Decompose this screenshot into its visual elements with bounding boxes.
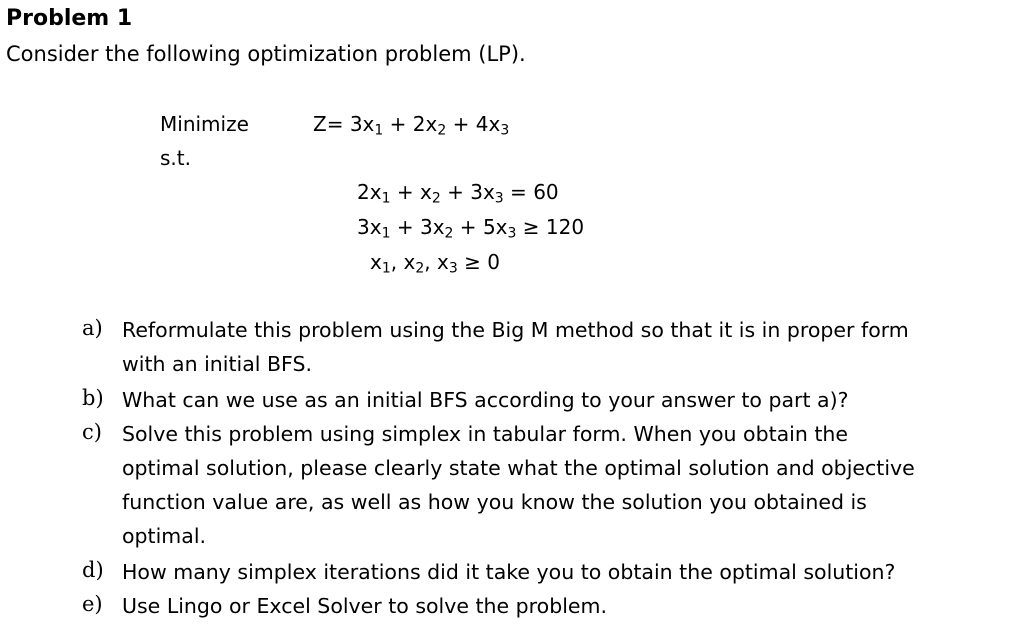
variable-term: $4x_3$	[475, 112, 510, 139]
question-c-text	[122, 417, 915, 553]
minimize-label: Minimize	[160, 112, 249, 136]
constraint-1-rhs: 60	[533, 180, 559, 204]
variable-term: $3x_1$	[349, 112, 384, 139]
question-a-marker: a)	[82, 316, 103, 340]
nonnegativity-lhs	[370, 250, 458, 277]
problem-intro: Consider the following optimization problem (LP).	[6, 42, 526, 66]
question-d-marker: d)	[82, 558, 104, 582]
question-c-marker: c)	[82, 420, 102, 444]
nonnegativity-relation: ≥	[457, 250, 488, 274]
variable-subscript: 2	[431, 190, 441, 207]
variable-subscript: 3	[500, 122, 510, 139]
variable-subscript: 1	[381, 190, 391, 207]
constraint-2-rhs: 120	[545, 215, 585, 239]
variable-subscript: 2	[437, 122, 447, 139]
operator: +	[453, 215, 483, 239]
variable-term: $x_3$	[436, 250, 458, 277]
operator: +	[383, 112, 413, 136]
question-d-text	[122, 555, 895, 589]
objective-lhs: Z=	[313, 112, 344, 136]
operator: +	[446, 112, 476, 136]
question-a-line: with an initial BFS.	[122, 352, 312, 376]
constraint-2-lhs	[357, 215, 517, 242]
objective-function	[313, 112, 510, 139]
operator: +	[440, 180, 471, 204]
nonnegativity-rhs: 0	[487, 250, 500, 274]
question-e-text	[122, 589, 607, 623]
constraint-2-relation: ≥	[516, 215, 546, 239]
question-c-line: Solve this problem using simplex in tabular form. When you obtain the	[122, 422, 849, 446]
st-label: s.t.	[160, 146, 191, 170]
variable-subscript: 2	[444, 225, 454, 242]
nonnegativity-constraint	[370, 250, 500, 277]
constraint-1-relation: =	[503, 180, 534, 204]
question-b-text	[122, 383, 848, 417]
variable-term: $x_2$	[403, 250, 425, 277]
question-e-line: Use Lingo or Excel Solver to solve the problem.	[122, 594, 608, 618]
variable-term: $5x_3$	[482, 215, 517, 242]
constraint-2	[357, 215, 585, 242]
operator: ,	[424, 250, 437, 274]
variable-term: $2x_1$	[357, 180, 391, 207]
variable-subscript: 1	[381, 260, 391, 277]
variable-subscript: 3	[507, 225, 517, 242]
variable-subscript: 1	[374, 122, 384, 139]
question-c-line: optimal.	[122, 524, 207, 548]
question-b-marker: b)	[82, 386, 104, 410]
question-b-line: What can we use as an initial BFS according to your answer to part a)?	[122, 388, 849, 412]
variable-term: $x_1$	[370, 250, 391, 277]
operator: +	[390, 180, 420, 204]
question-a-text	[122, 313, 909, 381]
question-c-line: optimal solution, please clearly state what the optimal solution and objective	[122, 456, 915, 480]
variable-term: $3x_2$	[419, 215, 454, 242]
constraint-1-lhs	[357, 180, 504, 207]
variable-subscript: 3	[494, 190, 504, 207]
objective-terms	[349, 112, 510, 139]
question-e-marker: e)	[82, 592, 103, 616]
problem-title: Problem 1	[6, 6, 133, 31]
constraint-1	[357, 180, 559, 207]
question-a-line: Reformulate this problem using the Big M method so that it is in proper form	[122, 318, 909, 342]
question-c-line: function value are, as well as how you know the solution you obtained is	[122, 490, 867, 514]
variable-term: $3x_1$	[357, 215, 391, 242]
variable-subscript: 1	[381, 225, 391, 242]
variable-term: $x_2$	[419, 180, 441, 207]
variable-subscript: 2	[415, 260, 425, 277]
question-d-line: How many simplex iterations did it take you to obtain the optimal solution?	[122, 560, 896, 584]
operator: +	[390, 215, 420, 239]
operator: ,	[390, 250, 404, 274]
variable-term: $2x_2$	[412, 112, 447, 139]
variable-subscript: 3	[448, 260, 458, 277]
variable-term: $3x_3$	[470, 180, 504, 207]
